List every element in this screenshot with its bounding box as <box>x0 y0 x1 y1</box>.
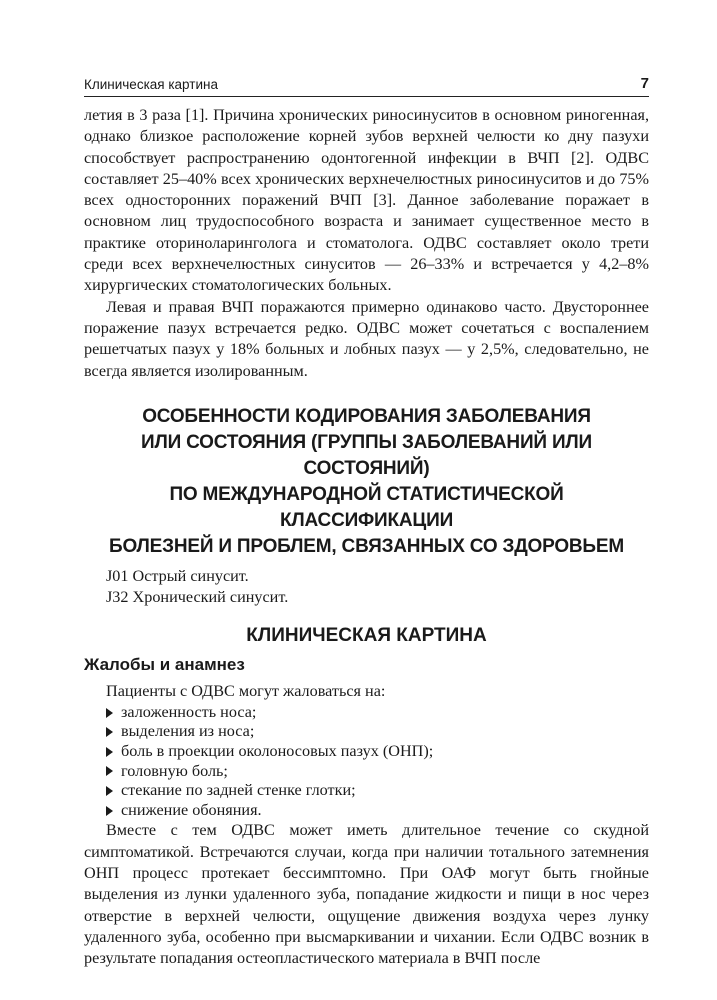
complaints-subheading: Жалобы и анамнез <box>84 655 245 675</box>
icd-code-j32: J32 Хронический синусит. <box>106 588 289 607</box>
list-item-text: выделения из носа; <box>121 722 255 741</box>
list-item <box>84 781 649 801</box>
triangle-bullet-icon <box>106 747 113 757</box>
running-title: Клиническая картина <box>84 77 218 92</box>
list-item <box>84 742 649 762</box>
page-number: 7 <box>640 75 649 92</box>
coding-title-line: ПО МЕЖДУНАРОДНОЙ СТАТИСТИЧЕСКОЙ КЛАССИФИКАЦИИ <box>169 483 564 531</box>
list-item <box>84 703 649 723</box>
list-item <box>84 801 649 821</box>
complaints-lead: Пациенты с ОДВС могут жаловаться на: <box>106 682 386 701</box>
coding-section-title <box>84 404 649 560</box>
coding-title-line: БОЛЕЗНЕЙ И ПРОБЛЕМ, СВЯЗАННЫХ СО ЗДОРОВЬЕМ <box>108 535 624 557</box>
intro-paragraph-continued: летия в 3 раза [1]. Причина хронических риносинуситов в основном риногенная, однако близкое расположение корней зубов верхней челюсти ко дну пазухи способствует распространению одонтогенной инфекции в ВЧП [2]. ОДВС составляет 25–40% всех хронических верхнечелюстных риносинуситов и до 75% всех односторонних поражений ВЧП [3]. Данное заболевание поражает в основном лиц трудоспособного возраста и занимает существенное место в практике оториноларинголога и стоматолога. ОДВС составляет около трети среди всех верхнечелюстных синуситов — 26–33% и встречается у 4,2–8% хирургических стоматологических больных. <box>84 106 649 295</box>
list-item <box>84 762 649 782</box>
complaints-list <box>84 703 649 821</box>
triangle-bullet-icon <box>106 708 113 718</box>
clinical-section-title: КЛИНИЧЕСКАЯ КАРТИНА <box>246 625 487 647</box>
icd-code-j01: J01 Острый синусит. <box>106 566 249 585</box>
list-item-text: заложенность носа; <box>121 702 257 721</box>
book-page <box>84 72 649 969</box>
triangle-bullet-icon <box>106 766 113 776</box>
coding-title-line: ОСОБЕННОСТИ КОДИРОВАНИЯ ЗАБОЛЕВАНИЯ <box>142 405 591 427</box>
list-item-text: стекание по задней стенке глотки; <box>121 781 356 800</box>
list-item-text: боль в проекции околоносовых пазух (ОНП); <box>121 741 434 760</box>
triangle-bullet-icon <box>106 806 113 816</box>
closing-paragraph: Вместе с тем ОДВС может иметь длительное течение со скудной симптоматикой. Встречаются случаи, когда при наличии тотального затемнения ОНП процесс протекает бессимптомно. При ОАФ могут быть гнойные выделения из лунки удаленного зуба, попадание жидкости и пищи в нос через отверстие в верхней челюсти, ощущение движения воздуха через лунку удаленного зуба, особенно при высмаркивании и чихании. Если ОДВС возник в результате попадания остеопластического материала в ВЧП после <box>84 821 649 968</box>
running-header <box>84 72 649 97</box>
intro-paragraph-sides: Левая и правая ВЧП поражаются примерно одинаково часто. Двустороннее поражение пазух встречается редко. ОДВС может сочетаться с воспалением решетчатых пазух у 18% больных и лобных пазух — у 2,5%, следовательно, не всегда является изолированным. <box>84 297 649 380</box>
coding-title-line: ИЛИ СОСТОЯНИЯ (ГРУППЫ ЗАБОЛЕВАНИЙ ИЛИ СОСТОЯНИЙ) <box>140 431 592 479</box>
list-item-text: снижение обоняния. <box>121 800 262 819</box>
list-item <box>84 722 649 742</box>
triangle-bullet-icon <box>106 786 113 796</box>
triangle-bullet-icon <box>106 727 113 737</box>
list-item-text: головную боль; <box>121 761 228 780</box>
